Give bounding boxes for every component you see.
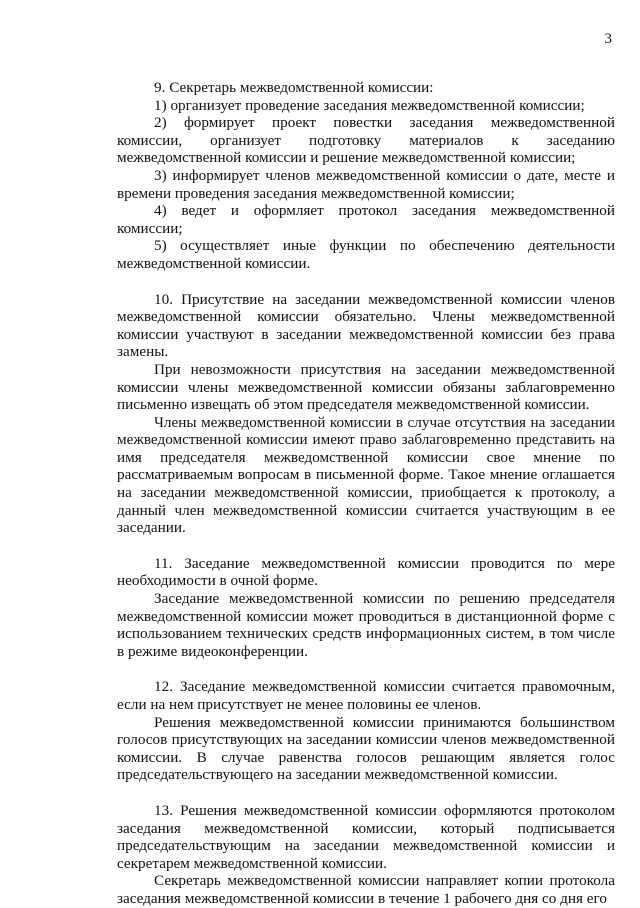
section-9-item-1: 1) организует проведение заседания межведомственной комиссии; [154,96,585,114]
section-12-paragraph-1: 12. Заседание межведомственной комиссии считается правомочным, если на нем присутствует не менее половины ее членов. [117,678,615,713]
document-body [117,79,615,908]
page-number: 3 [604,31,612,47]
section-12-paragraph-2: Решения межведомственной комиссии принимаются большинством голосов присутствующих на заседании комиссии членов межведомственной комиссии. В случае равенства голосов решающим является голос председательствующего на заседании межведомственной комиссии. [117,713,615,784]
section-gap [117,660,615,678]
section-gap [117,273,615,291]
section-9-item-3: 3) информирует членов межведомственной комиссии о дате, месте и времени проведения заседания межведомственной комиссии; [117,166,615,202]
section-9-title: 9. Секретарь межведомственной комиссии: [154,79,434,96]
section-9-item-2: 2) формирует проект повестки заседания межведомственной комиссии, организует подготовку материалов к заседанию межведомственной комиссии и решение межведомственной комиссии; [117,114,615,167]
section-13-paragraph-2: Секретарь межведомственной комиссии направляет копии протокола заседания межведомственной комиссии в течение 1 рабочего дня со дня его [117,872,615,907]
section-11-paragraph-1: 11. Заседание межведомственной комиссии проводится по мере необходимости в очной форме. [117,554,615,590]
section-9-item-5: 5) осуществляет иные функции по обеспечению деятельности межведомственной комиссии. [117,237,615,272]
section-10-paragraph-3: Члены межведомственной комиссии в случае отсутствия на заседании межведомственной комиссии имеют право заблаговременно представить на имя председателя межведомственной комиссии свое мнение по рассматриваемым вопросам в письменной форме. Такое мнение оглашается на заседании межведомственной комиссии, приобщается к протоколу, а данный член межведомственной комиссии считается участвующим в ее заседании. [117,413,615,537]
section-gap [117,537,615,555]
section-11-paragraph-2: Заседание межведомственной комиссии по решению председателя межведомственной комиссии может проводиться в дистанционной форме с использованием технических средств информационных систем, в том числе в режиме видеоконференции. [117,590,615,660]
section-10-paragraph-2: При невозможности присутствия на заседании межведомственной комиссии члены межведомственной комиссии обязаны заблаговременно письменно извещать об этом председателя межведомственной комиссии. [117,360,615,414]
section-13-paragraph-1: 13. Решения межведомственной комиссии оформляются протоколом заседания межведомственной комиссии, который подписывается председательствующим на заседании межведомственной комиссии и секретарем межведомственной комиссии. [117,801,615,872]
section-10-paragraph-1: 10. Присутствие на заседании межведомственной комиссии членов межведомственной комиссии обязательно. Члены межведомственной комиссии участвуют в заседании межведомственной комиссии без права замены. [117,290,615,361]
section-gap [117,784,615,802]
section-9-item-4: 4) ведет и оформляет протокол заседания межведомственной комиссии; [117,202,615,237]
